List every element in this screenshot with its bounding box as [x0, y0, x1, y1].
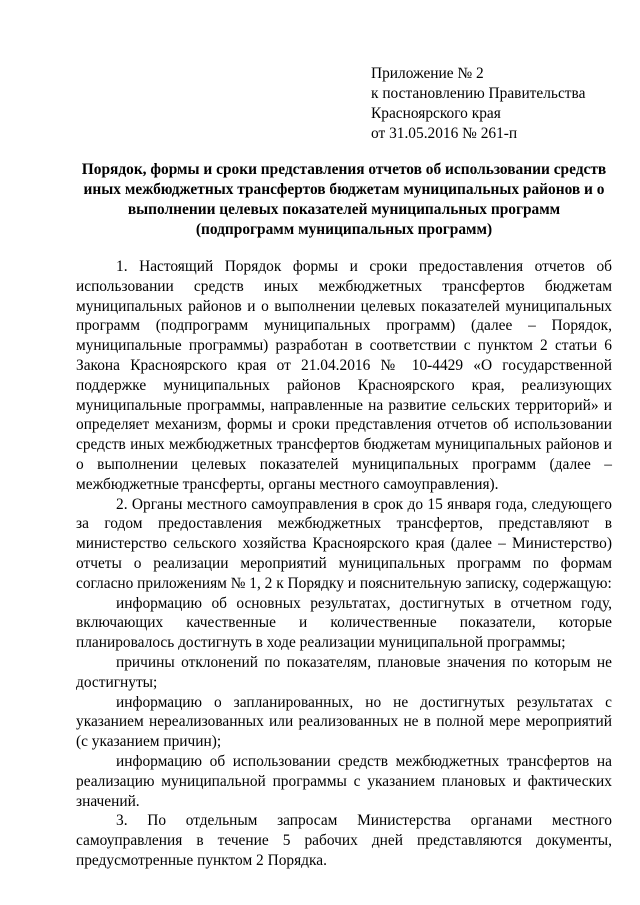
appendix-number: Приложение № 2: [371, 65, 484, 82]
paragraph-2-item-2: причины отклонений по показателям, плановые значения по которым не достигнуты;: [76, 653, 612, 691]
paragraph-1: 1. Настоящий Порядок формы и сроки предоставления отчетов об использовании средств иных межбюджетных трансфертов бюджетам муниципальных районов и о выполнении целевых показателей муниципальных программ (подпрограмм муниципальных программ) (далее – Порядок, муниципальные программы) разработан в соответствии с пунктом 2 статьи 6 Закона Красноярского края от 21.04.2016 № 10-4429 «О государственной поддержке муниципальных районов Красноярского края, реализующих муниципальные программы, направленные на развитие сельских территорий» и определяет механизм, формы и сроки представления отчетов об использовании средств иных межбюджетных трансфертов бюджетам муниципальных районов и о выполнении целевых показателей муниципальных программ (далее – межбюджетные трансферты, органы местного самоуправления).: [76, 258, 612, 493]
appendix-resolution-ref: к постановлению Правительства: [371, 85, 586, 102]
appendix-header: [371, 64, 621, 144]
paragraph-3: 3. По отдельным запросам Министерства органами местного самоуправления в течение 5 рабочих дней представляются документы, предусмотренные пунктом 2 Порядка.: [76, 812, 612, 869]
title-line-2: иных межбюджетных трансфертов бюджетам муниципальных районов и о: [83, 181, 605, 198]
paragraph-2-item-3: информацию о запланированных, но не достигнутых результатах с указанием нереализованных или реализованных не в полной мере мероприятий (с указанием причин);: [76, 693, 612, 751]
title-line-3: выполнении целевых показателей муниципальных программ: [127, 201, 561, 218]
paragraph-2-item-4: информацию об использовании средств межбюджетных трансфертов на реализацию муниципальной программы с указанием плановых и фактических значений.: [76, 752, 612, 810]
document-body: [76, 257, 612, 871]
document-title: [76, 160, 612, 240]
title-line-1: Порядок, формы и сроки представления отчетов об использовании средств: [81, 161, 607, 178]
title-line-4: (подпрограмм муниципальных программ): [195, 221, 493, 238]
paragraph-2: 2. Органы местного самоуправления в срок до 15 января года, следующего за годом предоставления межбюджетных трансфертов, представляют в министерство сельского хозяйства Красноярского края (далее – Министерство) отчеты о реализации мероприятий муниципальных программ по формам согласно приложениям № 1, 2 к Порядку и пояснительную записку, содержащую:: [76, 495, 612, 592]
paragraph-2-item-1: информацию об основных результатах, достигнутых в отчетном году, включающих качественные и количественные показатели, которые планировалось достигнуть в ходе реализации муниципальной программы;: [76, 594, 612, 652]
appendix-date-number: от 31.05.2016 № 261-п: [371, 125, 518, 142]
appendix-region: Красноярского края: [371, 105, 501, 122]
